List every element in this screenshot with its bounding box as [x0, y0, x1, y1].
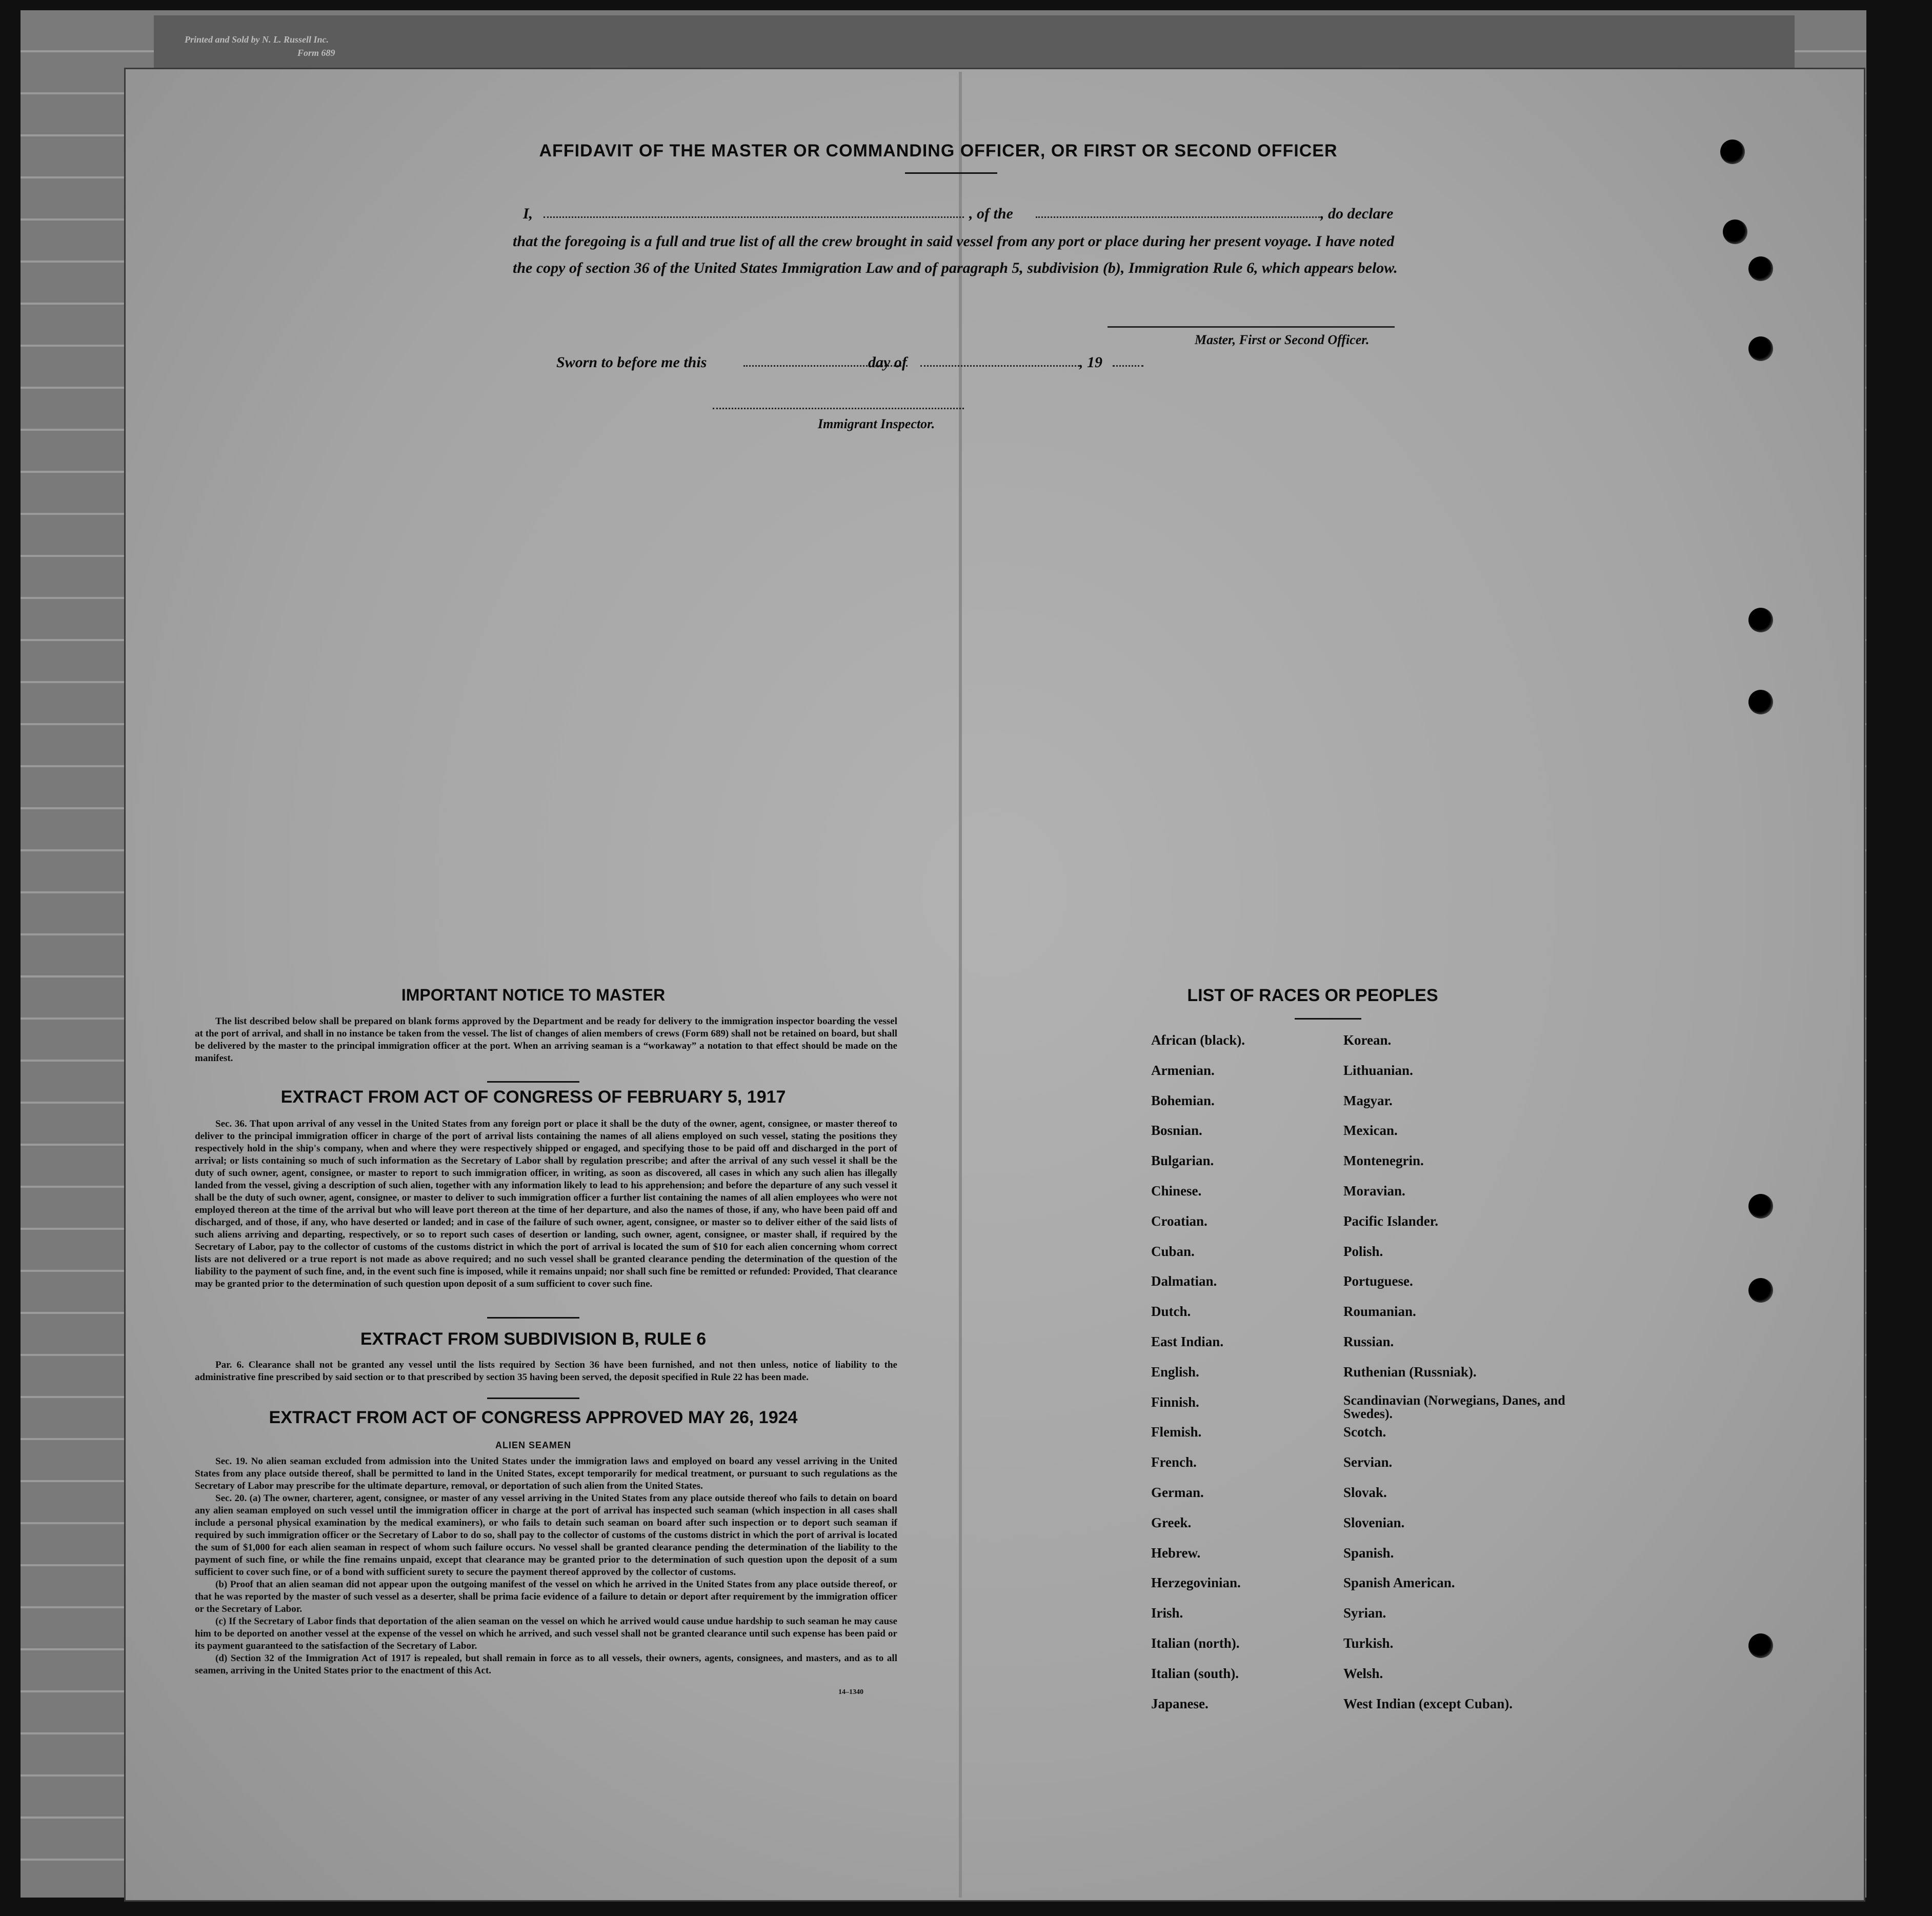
notice-title: IMPORTANT NOTICE TO MASTER — [401, 986, 666, 1004]
race-item: Spanish. — [1343, 1545, 1394, 1561]
race-item: Moravian. — [1343, 1183, 1405, 1199]
race-item: Bulgarian. — [1151, 1153, 1214, 1169]
do-declare-label: , do declare — [1320, 205, 1394, 222]
extract-rule6-rule — [487, 1317, 579, 1319]
races-title: LIST OF RACES OR PEOPLES — [1187, 986, 1438, 1005]
punch-hole-icon — [1748, 1278, 1773, 1303]
race-item: Portuguese. — [1343, 1273, 1413, 1289]
sec-19-text: Sec. 19. No alien seaman excluded from admission into the United States under the immigration laws and employed on board any vessel arriving in the United States from any place outside thereof, shall be permitted to land in the United States, except temporarily for medical treatment, or pursuant to such regulations as the Secretary of Labor may prescribe for the ultimate departure, removal, or deportation of such alien from the United States. — [195, 1456, 897, 1491]
race-item: Turkish. — [1343, 1635, 1394, 1651]
race-item: Russian. — [1343, 1333, 1394, 1349]
race-item: Cuban. — [1151, 1243, 1195, 1259]
sec-20d-text: (d) Section 32 of the Immigration Act of 1917 is repealed, but shall remain in force as to all vessels, their owners, agents, consignees, and masters, and as to all seamen, arriving in the United States prior to the enactment of this Act. — [195, 1653, 897, 1676]
race-item: Armenian. — [1151, 1062, 1215, 1078]
page-fold — [959, 72, 962, 1898]
race-item: Dalmatian. — [1151, 1273, 1217, 1289]
race-item: Magyar. — [1343, 1092, 1393, 1108]
master-signature-line — [1108, 326, 1395, 328]
race-item: Scotch. — [1343, 1424, 1386, 1440]
race-item: Roumanian. — [1343, 1304, 1416, 1320]
extract-rule6-title: EXTRACT FROM SUBDIVISION B, RULE 6 — [360, 1329, 707, 1349]
race-item: Ruthenian (Russniak). — [1343, 1364, 1477, 1380]
races-right-column — [1343, 1032, 1589, 1725]
year-prefix: , 19 — [1079, 354, 1102, 371]
race-item: Italian (south). — [1151, 1665, 1239, 1681]
race-item: Lithuanian. — [1343, 1062, 1413, 1078]
extract-1924-text — [195, 1455, 897, 1677]
race-item: Dutch. — [1151, 1304, 1191, 1320]
race-item: French. — [1151, 1454, 1197, 1470]
race-item: Japanese. — [1151, 1695, 1209, 1711]
year-blank — [1113, 365, 1143, 367]
race-item: Greek. — [1151, 1514, 1192, 1530]
extract-1924-rule — [487, 1398, 579, 1399]
race-item: Spanish American. — [1343, 1575, 1455, 1591]
form-number: 14–1340 — [838, 1688, 863, 1696]
punch-hole-icon — [1720, 139, 1745, 164]
race-item: Welsh. — [1343, 1665, 1383, 1681]
race-item: African (black). — [1151, 1032, 1245, 1048]
extract-1924-subtitle: ALIEN SEAMEN — [495, 1440, 571, 1450]
race-item: Croatian. — [1151, 1213, 1208, 1229]
race-item: Mexican. — [1343, 1123, 1398, 1139]
extract-1917-title: EXTRACT FROM ACT OF CONGRESS OF FEBRUARY 5, 1917 — [280, 1087, 786, 1107]
race-item: Bosnian. — [1151, 1123, 1202, 1139]
race-item: Bohemian. — [1151, 1092, 1215, 1108]
punch-hole-icon — [1748, 336, 1773, 361]
notice-text: The list described below shall be prepared on blank forms approved by the Department and be ready for delivery to the immigration inspector boarding the vessel at the port of arrival, and shall in no instance be taken from the vessel. The list of changes of alien members of crews (Form 689) shall not be retained on board, but shall be delivered by the master to the principal immigration officer at the port. When an arriving seaman is a “workaway” a notation to that effect should be made on the manifest. — [195, 1016, 897, 1064]
race-item: Servian. — [1343, 1454, 1393, 1470]
day-of-label: day of — [868, 354, 907, 371]
sec-20c-text: (c) If the Secretary of Labor finds that deportation of the alien seaman on the vessel on which he arrived would cause undue hardship to such seaman he may cause him to be deported on another vessel at the expense of the vessel on which he arrived, and such vessel shall not be granted clearance until such expense has been paid or its payment guaranteed to the satisfaction of the Secretary of Labor. — [195, 1616, 897, 1651]
race-item: Syrian. — [1343, 1605, 1386, 1621]
inspector-label: Immigrant Inspector. — [818, 416, 935, 431]
race-item: East Indian. — [1151, 1333, 1224, 1349]
vessel-blank — [1036, 216, 1323, 218]
race-item: Slovenian. — [1343, 1514, 1405, 1530]
printer-note — [185, 33, 335, 59]
printer-note-line1: Printed and Sold by N. L. Russell Inc. — [185, 34, 329, 45]
races-left-column — [1151, 1032, 1331, 1725]
punch-hole-icon — [1748, 256, 1773, 281]
sworn-label: Sworn to before me this — [556, 354, 707, 371]
sec-20b-text: (b) Proof that an alien seaman did not appear upon the outgoing manifest of the vessel on which he arrived in the United States from any place outside thereof, or that he was reported by the master of such vessel as a deserter, shall be prima facie evidence of a failure to detain or deport after requirement by the immigration officer or the Secretary of Labor. — [195, 1579, 897, 1614]
i-label: I, — [523, 205, 533, 222]
top-margin-strip — [154, 15, 1795, 72]
race-item: Polish. — [1343, 1243, 1383, 1259]
race-item: Slovak. — [1343, 1484, 1387, 1500]
title-rule — [905, 172, 997, 174]
of-the-label: , of the — [969, 205, 1013, 222]
race-item: Montenegrin. — [1343, 1153, 1424, 1169]
declaration-text: that the foregoing is a full and true list of all the crew brought in said vessel from any port or place during her present voyage. I have noted the copy of section 36 of the United States Immigration Law and of paragraph 5, subdivision (b), Immigration Rule 6, which appears below. — [513, 233, 1398, 276]
name-blank — [544, 216, 964, 218]
race-item: English. — [1151, 1364, 1199, 1380]
extract-1924-title: EXTRACT FROM ACT OF CONGRESS APPROVED MAY 26, 1924 — [269, 1408, 798, 1427]
extract-1917-text: Sec. 36. That upon arrival of any vessel in the United States from any foreign port or place it shall be the duty of the owner, agent, consignee, or master thereof to deliver to the principal immigration officer in charge of the port of arrival lists containing the names of all aliens employed on such vessel, stating the positions they respectively hold in the ship's company, when and where they were respectively shipped or engaged, and specifying those to be paid off and discharged in the port of arrival; or lists containing so much of such information as the Secretary of Labor shall by regulation prescribe; and after the arrival of any such vessel it shall be the duty of such owner, agent, consignee, or master to report to such immigration officer, in writing, as soon as discovered, all cases in which any such alien has illegally landed from the vessel, giving a description of such alien, together with any information likely to lead to his apprehension; and before the departure of any such vessel it shall be the duty of such owner, agent, consignee, or master to deliver to such immigration officer a further list containing the names of all alien employees who were not employed thereon at the time of the arrival but who will leave port thereon at the time of her departure, and also the names of those, if any, who have been paid off and discharged, and of those, if any, who have deserted or landed; and in case of the failure of such owner, agent, consignee, or master so to deliver either of the said lists of such aliens arriving and departing, respectively, or so to report such cases of desertion or landing, such owner, agent, consignee, or master shall, if required by the Secretary of Labor, pay to the collector of customs of the customs district in which the port of arrival is located the sum of $10 for each alien concerning whom correct lists are not delivered or a true report is not made as above required; and no such vessel shall be granted clearance pending the determination of the question of the liability to the payment of such fine, and, in the event such fine is imposed, while it remains unpaid; nor shall such fine be remitted or refunded: Provided, That clearance may be granted prior to the determination of such question upon deposit of a sum sufficient to cover such fine. — [195, 1119, 897, 1289]
punch-hole-icon — [1748, 1633, 1773, 1658]
printer-note-line2: Form 689 — [297, 48, 335, 58]
race-item: Herzegovinian. — [1151, 1575, 1241, 1591]
inspector-signature-line — [713, 406, 964, 409]
master-signature-label: Master, First or Second Officer. — [1195, 332, 1370, 347]
sec-20a-text: Sec. 20. (a) The owner, charterer, agent, consignee, or master of any vessel arriving in the United States from any place outside thereof who fails to detain on board any alien seaman employed on such vessel until the immigration officer in charge at the port of arrival has inspected such seaman (which inspection in all cases shall include a personal physical examination by the medical examiners), or who fails to detain such seaman on board after such inspection or to deport such seaman if required by such immigration officer or the Secretary of Labor to do so, shall pay to the collector of customs of the customs district in which the port of arrival is located the sum of $1,000 for each alien seaman in respect of whom such failure occurs. No vessel shall be granted clearance pending the determination of the liability to the payment of such fine, or while the fine remains unpaid, except that clearance may be granted prior to the determination of such question upon the deposit of a sum sufficient to cover such fine, or of a bond with sufficient surety to secure the payment thereof approved by the collector of customs. — [195, 1493, 897, 1578]
extract-rule6-text: Par. 6. Clearance shall not be granted any vessel until the lists required by Section 36 have been furnished, and not then unless, notice of liability to the administrative fine prescribed by said section or to that prescribed by section 35 having been served, the deposit specified in Rule 22 has been made. — [195, 1360, 897, 1383]
race-item: West Indian (except Cuban). — [1343, 1695, 1513, 1711]
punch-hole-icon — [1748, 608, 1773, 632]
affidavit-title: AFFIDAVIT OF THE MASTER OR COMMANDING OFFICER, OR FIRST OR SECOND OFFICER — [539, 141, 1338, 161]
race-item: Finnish. — [1151, 1394, 1199, 1410]
race-item: Korean. — [1343, 1032, 1392, 1048]
race-item: Pacific Islander. — [1343, 1213, 1438, 1229]
punch-hole-icon — [1723, 219, 1747, 244]
punch-hole-icon — [1748, 690, 1773, 714]
extract-1917-rule — [487, 1081, 579, 1083]
punch-hole-icon — [1748, 1194, 1773, 1219]
races-title-rule — [1295, 1018, 1361, 1020]
month-blank — [920, 365, 1079, 367]
race-item: Flemish. — [1151, 1424, 1202, 1440]
race-item: Irish. — [1151, 1605, 1183, 1621]
race-item: German. — [1151, 1484, 1204, 1500]
race-item: Chinese. — [1151, 1183, 1202, 1199]
race-item: Scandinavian (Norwegians, Danes, and Swedes). — [1343, 1392, 1565, 1421]
race-item: Hebrew. — [1151, 1545, 1201, 1561]
race-item: Italian (north). — [1151, 1635, 1240, 1651]
